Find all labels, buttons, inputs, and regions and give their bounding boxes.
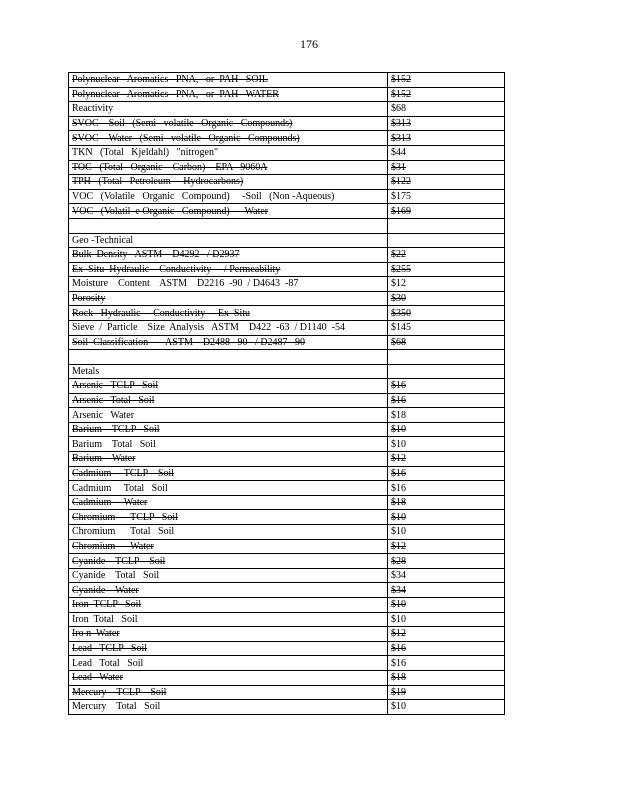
item-name-cell [69, 437, 388, 452]
item-price: $313 [391, 118, 411, 130]
table-row [69, 495, 505, 510]
item-name: Lead TCLP Soil [72, 643, 147, 655]
table-row [69, 306, 505, 321]
item-name: Polynuclear Aromatics PNA, or PAH SOIL [72, 74, 269, 86]
table-row [69, 656, 505, 671]
item-price-cell [388, 466, 505, 481]
item-name-cell [69, 189, 388, 204]
item-price-cell [388, 641, 505, 656]
item-price-cell [388, 568, 505, 583]
table-row [69, 641, 505, 656]
item-price: $350 [391, 307, 411, 319]
table-row [69, 379, 505, 394]
item-price: $10 [391, 526, 406, 538]
item-name: Cyanide Total Soil [72, 570, 160, 582]
section-header-row [69, 233, 505, 247]
item-name-cell [69, 568, 388, 583]
table-row [69, 700, 505, 715]
item-price-cell [388, 495, 505, 510]
item-price-cell [388, 554, 505, 569]
item-price-cell [388, 408, 505, 423]
item-name-cell [69, 218, 388, 233]
item-price: $28 [391, 555, 406, 567]
item-name: Ex Situ Hydraulic Conductivity / Permeability [72, 263, 281, 275]
item-price-cell [388, 306, 505, 321]
item-price: $152 [391, 74, 411, 86]
table-row [69, 452, 505, 467]
item-name: TPH (Total Petroleum Hydrocarbons) [72, 176, 244, 188]
item-price-cell [388, 218, 505, 233]
item-name: Barium TCLP Soil [72, 424, 160, 436]
table-row [69, 160, 505, 175]
table-row [69, 291, 505, 306]
item-price: $152 [391, 88, 411, 100]
table-row [69, 598, 505, 613]
price-table-body [69, 73, 505, 715]
section-title [69, 365, 388, 379]
table-row [69, 466, 505, 481]
item-name: Mercury Total Soil [72, 701, 161, 713]
table-row [69, 422, 505, 437]
item-name: Arsenic Water [72, 409, 135, 421]
item-name: Cyanide TCLP Soil [72, 555, 166, 567]
table-row [69, 481, 505, 496]
item-name-cell [69, 685, 388, 700]
item-name-cell [69, 87, 388, 102]
item-price: $145 [391, 322, 411, 334]
item-name: TKN (Total Kjeldahl) "nitrogen" [72, 147, 219, 159]
item-price-cell [388, 291, 505, 306]
item-price: $68 [391, 103, 406, 115]
item-price: $22 [391, 249, 406, 261]
item-price-cell [388, 525, 505, 540]
item-price-cell [388, 116, 505, 131]
item-name-cell [69, 510, 388, 525]
table-row [69, 568, 505, 583]
item-price: $68 [391, 336, 406, 348]
item-name: Moisture Content ASTM D2216 -90 / D4643 -87 [72, 278, 299, 290]
table-row [69, 131, 505, 146]
item-price: $18 [391, 497, 406, 509]
item-price-cell [388, 539, 505, 554]
item-price-cell [388, 277, 505, 292]
price-table [68, 72, 505, 715]
table-row [69, 277, 505, 292]
item-name: Cadmium Total Soil [72, 482, 168, 494]
item-price-cell [388, 145, 505, 160]
item-price: $30 [391, 293, 406, 305]
item-name-cell [69, 656, 388, 671]
item-name: SVOC Soil (Semi volatile Organic Compounds) [72, 118, 293, 130]
item-name: Lead Water [72, 672, 123, 684]
item-price: $16 [391, 467, 406, 479]
item-price-cell [388, 87, 505, 102]
item-price-cell [388, 335, 505, 350]
item-price-cell [388, 262, 505, 277]
item-price-cell [388, 656, 505, 671]
item-name-cell [69, 277, 388, 292]
item-price: $12 [391, 453, 406, 465]
item-name-cell [69, 306, 388, 321]
item-name-cell [69, 481, 388, 496]
item-price: $16 [391, 380, 406, 392]
item-name: Cyanide Water [72, 584, 139, 596]
item-price-cell [388, 670, 505, 685]
table-row [69, 145, 505, 160]
table-row [69, 627, 505, 642]
item-name-cell [69, 583, 388, 598]
item-name-cell [69, 554, 388, 569]
table-row [69, 87, 505, 102]
item-name: Rock Hydraulic Conductivity Ex Situ [72, 307, 251, 319]
item-name: VOC (Volatile Organic Compound) -Soil (Non -Aqueous) [72, 191, 335, 203]
item-name: Chromium Total Soil [72, 526, 175, 538]
item-name: Chromium TCLP Soil [72, 511, 178, 523]
item-price: $313 [391, 132, 411, 144]
section-title [69, 233, 388, 247]
table-row [69, 408, 505, 423]
item-price-cell [388, 175, 505, 190]
item-name: Lead Total Soil [72, 657, 144, 669]
item-name: Reactivity [72, 103, 114, 115]
item-name: Iro n Water [72, 628, 120, 640]
item-name: Mercury TCLP Soil [72, 686, 167, 698]
table-row [69, 102, 505, 117]
table-row [69, 247, 505, 262]
table-row [69, 73, 505, 88]
item-price: $10 [391, 599, 406, 611]
item-price-cell [388, 102, 505, 117]
item-price: $16 [391, 657, 406, 669]
item-price: $10 [391, 511, 406, 523]
table-row [69, 510, 505, 525]
item-name-cell [69, 641, 388, 656]
item-price: $12 [391, 278, 406, 290]
item-name: Polynuclear Aromatics PNA, or PAH WATER [72, 88, 279, 100]
item-price-cell [388, 510, 505, 525]
table-row [69, 685, 505, 700]
item-name: Cadmium TCLP Soil [72, 467, 174, 479]
item-name-cell [69, 320, 388, 335]
item-price: $44 [391, 147, 406, 159]
page-number: 176 [300, 37, 318, 51]
item-price-cell [388, 160, 505, 175]
item-price-cell [388, 393, 505, 408]
table-row [69, 539, 505, 554]
item-name-cell [69, 452, 388, 467]
item-name-cell [69, 204, 388, 219]
item-name: SVOC Water (Semi volatile Organic Compounds) [72, 132, 300, 144]
item-name-cell [69, 466, 388, 481]
section-header-row [69, 365, 505, 379]
item-name-cell [69, 262, 388, 277]
table-row [69, 437, 505, 452]
item-price-cell [388, 247, 505, 262]
table-row [69, 116, 505, 131]
item-name-cell [69, 379, 388, 394]
item-name-cell [69, 408, 388, 423]
item-name-cell [69, 612, 388, 627]
item-price: $16 [391, 643, 406, 655]
item-name-cell [69, 160, 388, 175]
item-price-cell [388, 685, 505, 700]
item-price: $10 [391, 424, 406, 436]
item-price-cell [388, 700, 505, 715]
item-name-cell [69, 175, 388, 190]
table-row [69, 393, 505, 408]
item-price: $34 [391, 570, 406, 582]
section-title-text: Geo -Technical [72, 234, 134, 246]
item-name: Cadmium Water [72, 497, 148, 509]
item-price: $10 [391, 613, 406, 625]
item-price-cell [388, 320, 505, 335]
item-name: Barium Total Soil [72, 438, 156, 450]
table-row [69, 583, 505, 598]
item-name-cell [69, 393, 388, 408]
item-price-cell [388, 583, 505, 598]
item-price-cell [388, 365, 505, 379]
item-price: $34 [391, 584, 406, 596]
item-price: $18 [391, 409, 406, 421]
item-price: $16 [391, 482, 406, 494]
item-price: $19 [391, 686, 406, 698]
item-name-cell [69, 495, 388, 510]
item-price-cell [388, 452, 505, 467]
item-price-cell [388, 598, 505, 613]
item-price-cell [388, 379, 505, 394]
item-name: Arsenic TCLP Soil [72, 380, 159, 392]
item-price: $175 [391, 191, 411, 203]
item-price: $31 [391, 161, 406, 173]
item-name: Soil Classification ASTM D2488 90 / D2487 90 [72, 336, 306, 348]
item-name: VOC (Volatil e Organic Compound) Water [72, 205, 269, 217]
table-row [69, 175, 505, 190]
item-price-cell [388, 233, 505, 247]
item-name-cell [69, 131, 388, 146]
item-name: Iron Total Soil [72, 613, 138, 625]
item-name-cell [69, 350, 388, 365]
table-row [69, 262, 505, 277]
item-price: $122 [391, 176, 411, 188]
item-name-cell [69, 116, 388, 131]
item-price: $255 [391, 263, 411, 275]
item-price-cell [388, 73, 505, 88]
item-price-cell [388, 422, 505, 437]
item-name-cell [69, 247, 388, 262]
item-price: $12 [391, 540, 406, 552]
item-name-cell [69, 700, 388, 715]
item-price-cell [388, 612, 505, 627]
item-name: Sieve / Particle Size Analysis ASTM D422 -63 / D1140 -54 [72, 322, 345, 334]
item-name-cell [69, 145, 388, 160]
item-price: $16 [391, 394, 406, 406]
item-price-cell [388, 131, 505, 146]
item-price: $12 [391, 628, 406, 640]
item-name-cell [69, 291, 388, 306]
item-name: Bulk Density ASTM D4292 / D2937 [72, 249, 240, 261]
item-price-cell [388, 437, 505, 452]
item-name: Porosity [72, 293, 106, 305]
table-row [69, 335, 505, 350]
item-name-cell [69, 102, 388, 117]
item-name-cell [69, 525, 388, 540]
table-row [69, 189, 505, 204]
blank-row [69, 218, 505, 233]
item-name-cell [69, 73, 388, 88]
item-name: Iron TCLP Soil [72, 599, 142, 611]
item-name-cell [69, 670, 388, 685]
item-name: Barium Water [72, 453, 136, 465]
item-name-cell [69, 627, 388, 642]
item-price: $169 [391, 205, 411, 217]
item-price-cell [388, 189, 505, 204]
item-price: $10 [391, 701, 406, 713]
item-price-cell [388, 481, 505, 496]
item-price-cell [388, 627, 505, 642]
item-price: $10 [391, 438, 406, 450]
table-row [69, 320, 505, 335]
item-name-cell [69, 422, 388, 437]
table-row [69, 612, 505, 627]
table-row [69, 204, 505, 219]
item-name-cell [69, 598, 388, 613]
item-name: TOC (Total Organic Carbon) EPA 9060A [72, 161, 268, 173]
table-row [69, 525, 505, 540]
section-title-text: Metals [72, 366, 100, 378]
item-name-cell [69, 335, 388, 350]
item-name: Chromium Water [72, 540, 154, 552]
blank-row [69, 350, 505, 365]
item-name: Arsenic Total Soil [72, 394, 155, 406]
table-row [69, 670, 505, 685]
item-price: $18 [391, 672, 406, 684]
item-name-cell [69, 539, 388, 554]
table-row [69, 554, 505, 569]
item-price-cell [388, 204, 505, 219]
item-price-cell [388, 350, 505, 365]
